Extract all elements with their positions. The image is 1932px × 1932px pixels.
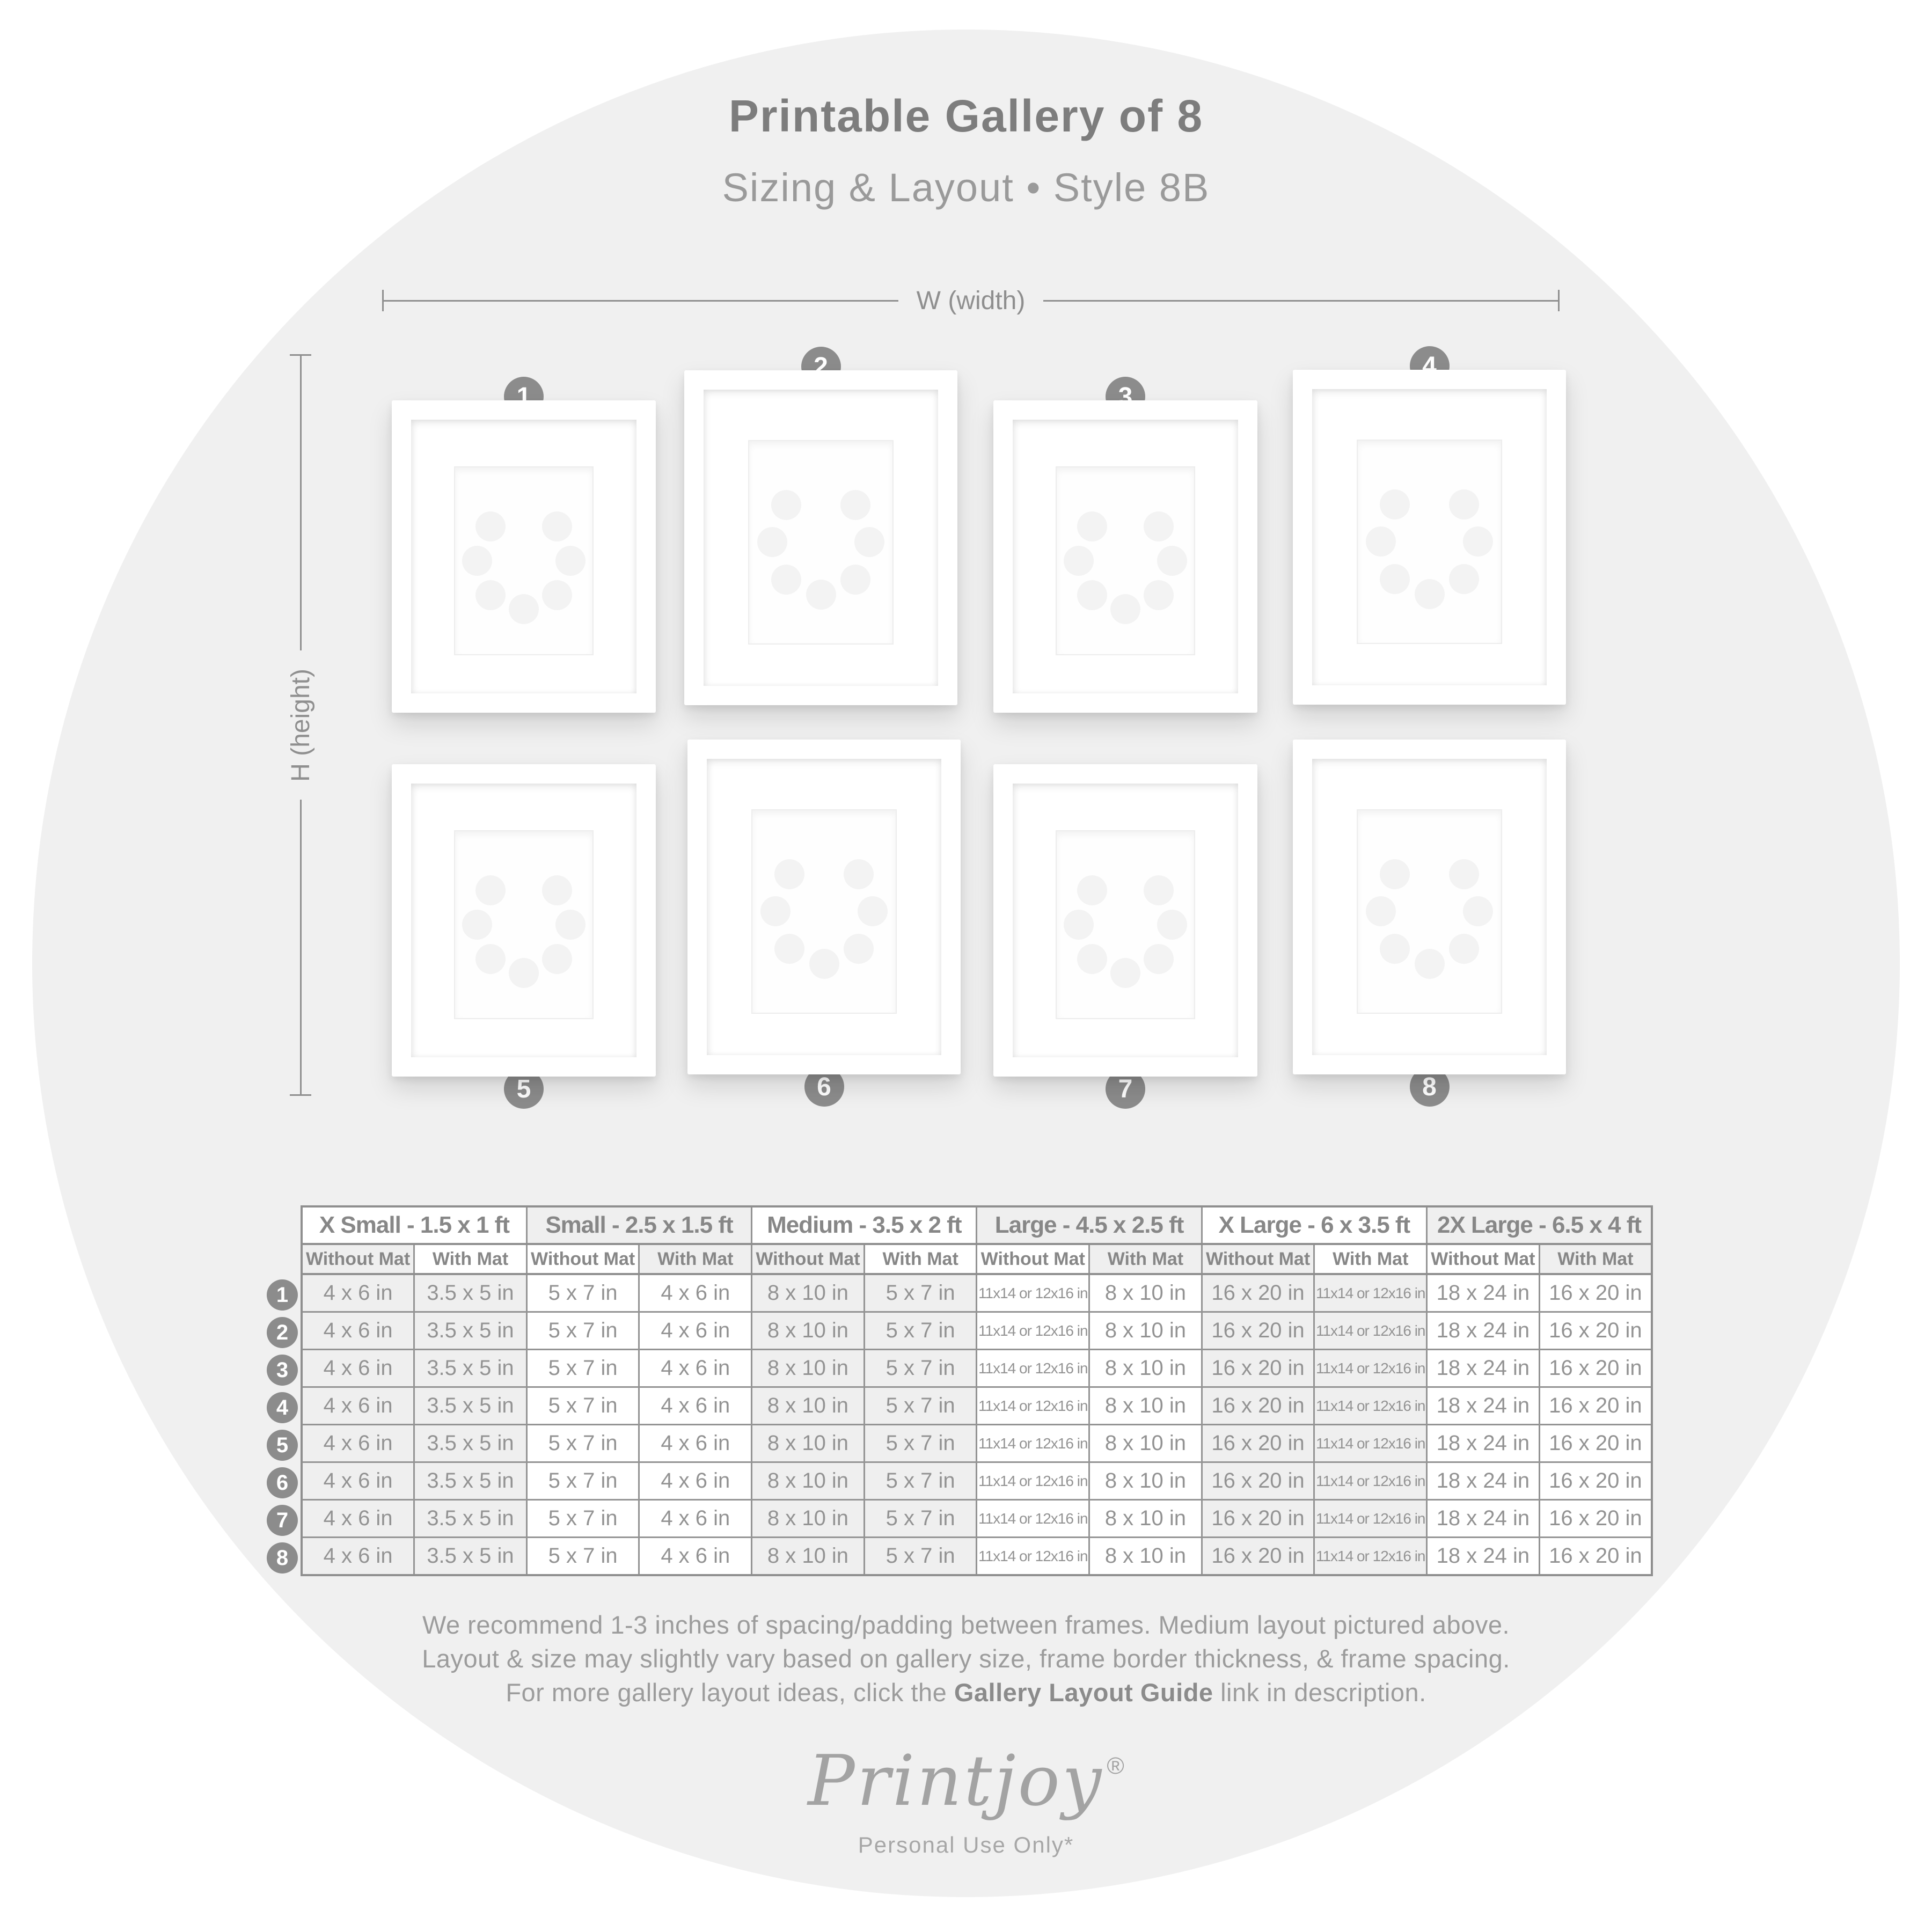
size-cell: 5 x 7 in	[526, 1387, 639, 1425]
placeholder-dot	[509, 958, 539, 988]
placeholder-dot	[806, 580, 836, 610]
placeholder-dot	[1064, 910, 1094, 940]
size-cell: 5 x 7 in	[526, 1350, 639, 1387]
size-cell: 8 x 10 in	[1089, 1387, 1202, 1425]
frame-number-badge: 7	[1106, 1069, 1145, 1109]
size-cell: 3.5 x 5 in	[414, 1500, 527, 1538]
size-cell: 8 x 10 in	[1089, 1350, 1202, 1387]
placeholder-dot	[1449, 489, 1479, 519]
registered-trademark-icon: ®	[1107, 1753, 1124, 1779]
size-cell: 5 x 7 in	[526, 1312, 639, 1350]
size-cell: 8 x 10 in	[1089, 1274, 1202, 1312]
placeholder-dot	[771, 490, 801, 520]
size-cell: 8 x 10 in	[1089, 1462, 1202, 1500]
size-cell: 11x14 or 12x16 in	[1314, 1500, 1427, 1538]
table-row	[302, 1538, 1652, 1576]
row-number-badge: 3	[267, 1355, 298, 1386]
frame-mat	[1013, 420, 1238, 693]
placeholder-dot	[844, 859, 874, 889]
frame-mat	[1312, 389, 1547, 685]
size-cell: 5 x 7 in	[526, 1462, 639, 1500]
size-cell: 16 x 20 in	[1539, 1274, 1652, 1312]
placeholder-dot	[1064, 546, 1094, 576]
placeholder-dot	[1110, 958, 1140, 988]
gallery-layout-guide-link: Gallery Layout Guide	[954, 1678, 1213, 1707]
size-cell: 3.5 x 5 in	[414, 1425, 527, 1462]
frame-opening	[1056, 466, 1195, 655]
placeholder-dot	[462, 546, 492, 576]
footer-notes	[0, 1608, 1932, 1709]
size-cell: 16 x 20 in	[1202, 1312, 1314, 1350]
placeholder-dot	[1144, 511, 1174, 541]
placeholder-dot	[1463, 896, 1493, 926]
table-row	[302, 1425, 1652, 1462]
sizing-table-body	[302, 1274, 1652, 1575]
size-cell: 4 x 6 in	[302, 1462, 414, 1500]
mat-subheader: With Mat	[864, 1244, 977, 1274]
placeholder-dot	[1077, 580, 1107, 610]
size-cell: 18 x 24 in	[1427, 1500, 1540, 1538]
size-cell: 8 x 10 in	[752, 1538, 865, 1576]
size-cell: 4 x 6 in	[639, 1350, 752, 1387]
size-cell: 4 x 6 in	[639, 1462, 752, 1500]
placeholder-dot	[1380, 564, 1410, 594]
size-cell: 4 x 6 in	[639, 1274, 752, 1312]
size-cell: 16 x 20 in	[1202, 1274, 1314, 1312]
placeholder-dot	[840, 565, 870, 595]
placeholder-dot	[475, 511, 506, 541]
frame-mat	[1013, 784, 1238, 1057]
row-number-badge: 6	[267, 1467, 298, 1498]
frame-mat	[411, 784, 636, 1057]
printjoy-logo	[0, 1740, 1932, 1858]
placeholder-dot	[1366, 896, 1396, 926]
table-row	[302, 1274, 1652, 1312]
size-cell: 16 x 20 in	[1539, 1500, 1652, 1538]
footer-line: Layout & size may slightly vary based on gallery size, frame border thickness, & frame spacing.	[422, 1644, 1510, 1673]
mat-subheader: Without Mat	[302, 1244, 414, 1274]
size-cell: 3.5 x 5 in	[414, 1274, 527, 1312]
size-cell: 18 x 24 in	[1427, 1312, 1540, 1350]
size-cell: 5 x 7 in	[864, 1425, 977, 1462]
size-cell: 16 x 20 in	[1202, 1462, 1314, 1500]
row-number-badge: 7	[267, 1505, 298, 1536]
size-cell: 11x14 or 12x16 in	[1314, 1425, 1427, 1462]
placeholder-dot	[475, 580, 506, 610]
size-cell: 5 x 7 in	[864, 1312, 977, 1350]
placeholder-dot	[542, 580, 572, 610]
size-cell: 4 x 6 in	[639, 1425, 752, 1462]
size-cell: 16 x 20 in	[1202, 1387, 1314, 1425]
placeholder-dot	[809, 949, 839, 979]
size-cell: 18 x 24 in	[1427, 1425, 1540, 1462]
size-cell: 4 x 6 in	[639, 1312, 752, 1350]
gallery-frame	[392, 382, 656, 713]
placeholder-dot	[1077, 944, 1107, 974]
size-cell: 5 x 7 in	[526, 1274, 639, 1312]
gallery-frame	[993, 382, 1257, 713]
placeholder-dot	[462, 910, 492, 940]
frame-number-badge: 6	[804, 1067, 844, 1107]
size-cell: 8 x 10 in	[752, 1350, 865, 1387]
size-cell: 11x14 or 12x16 in	[1314, 1312, 1427, 1350]
width-label: W (width)	[916, 286, 1026, 315]
placeholder-dot	[555, 910, 586, 940]
size-cell: 3.5 x 5 in	[414, 1350, 527, 1387]
size-cell: 8 x 10 in	[1089, 1312, 1202, 1350]
placeholder-dot	[1144, 580, 1174, 610]
frame-number-badge: 3	[1106, 377, 1145, 416]
size-cell: 11x14 or 12x16 in	[977, 1462, 1089, 1500]
frame-opening	[1056, 830, 1195, 1019]
size-cell: 4 x 6 in	[302, 1500, 414, 1538]
size-cell: 18 x 24 in	[1427, 1462, 1540, 1500]
mat-subheader: Without Mat	[752, 1244, 865, 1274]
size-cell: 18 x 24 in	[1427, 1350, 1540, 1387]
size-cell: 18 x 24 in	[1427, 1387, 1540, 1425]
size-cell: 16 x 20 in	[1202, 1538, 1314, 1576]
size-cell: 18 x 24 in	[1427, 1274, 1540, 1312]
size-cell: 5 x 7 in	[526, 1500, 639, 1538]
mat-subheader-row	[302, 1244, 1652, 1274]
placeholder-dot	[854, 527, 884, 557]
placeholder-dot	[1449, 859, 1479, 889]
height-label: H (height)	[286, 668, 315, 782]
mat-subheader: Without Mat	[1427, 1244, 1540, 1274]
size-group-header: Large - 4.5 x 2.5 ft	[977, 1206, 1202, 1244]
placeholder-dot	[1157, 546, 1187, 576]
size-cell: 3.5 x 5 in	[414, 1312, 527, 1350]
placeholder-dot	[475, 944, 506, 974]
frame-opening	[1357, 809, 1502, 1014]
placeholder-dot	[1144, 944, 1174, 974]
row-number-badge: 5	[267, 1430, 298, 1461]
table-row	[302, 1350, 1652, 1387]
placeholder-dot	[844, 934, 874, 964]
size-cell: 5 x 7 in	[526, 1425, 639, 1462]
placeholder-dot	[1366, 526, 1396, 557]
size-group-header: Medium - 3.5 x 2 ft	[752, 1206, 977, 1244]
placeholder-dot	[1415, 579, 1445, 609]
placeholder-dot	[840, 490, 870, 520]
gallery-frame	[1293, 352, 1566, 705]
size-cell: 18 x 24 in	[1427, 1538, 1540, 1576]
size-cell: 5 x 7 in	[864, 1462, 977, 1500]
placeholder-dot	[1380, 489, 1410, 519]
placeholder-dot	[760, 896, 791, 926]
frame-number-badge: 4	[1410, 346, 1450, 386]
placeholder-dot	[1380, 934, 1410, 964]
size-group-header: X Small - 1.5 x 1 ft	[302, 1206, 526, 1244]
page-subtitle: Sizing & Layout • Style 8B	[722, 165, 1210, 210]
placeholder-dot	[1144, 875, 1174, 905]
frame-number-badge: 5	[504, 1069, 544, 1109]
size-cell: 3.5 x 5 in	[414, 1387, 527, 1425]
placeholder-dot	[1449, 934, 1479, 964]
size-cell: 11x14 or 12x16 in	[1314, 1274, 1427, 1312]
sizing-table	[301, 1205, 1653, 1576]
footer-line-prefix: For more gallery layout ideas, click the	[506, 1678, 954, 1707]
size-cell: 16 x 20 in	[1539, 1538, 1652, 1576]
placeholder-dot	[1449, 564, 1479, 594]
size-cell: 8 x 10 in	[1089, 1500, 1202, 1538]
frame-opening	[454, 830, 594, 1019]
size-cell: 5 x 7 in	[864, 1274, 977, 1312]
frame-mat	[411, 420, 636, 693]
size-cell: 4 x 6 in	[302, 1312, 414, 1350]
footer-line: We recommend 1-3 inches of spacing/padding between frames. Medium layout pictured above.	[422, 1611, 1510, 1639]
placeholder-dot	[1415, 949, 1445, 979]
size-cell: 3.5 x 5 in	[414, 1538, 527, 1576]
size-cell: 11x14 or 12x16 in	[1314, 1350, 1427, 1387]
frame-number-badge: 1	[504, 377, 544, 416]
placeholder-dot	[774, 859, 804, 889]
size-cell: 4 x 6 in	[302, 1387, 414, 1425]
frame-opening	[1357, 440, 1502, 644]
frame-mat	[707, 759, 941, 1055]
placeholder-dot	[771, 565, 801, 595]
placeholder-dot	[858, 896, 888, 926]
size-cell: 8 x 10 in	[1089, 1425, 1202, 1462]
size-cell: 11x14 or 12x16 in	[977, 1274, 1089, 1312]
size-cell: 11x14 or 12x16 in	[977, 1500, 1089, 1538]
footer-line	[0, 1675, 1932, 1709]
size-cell: 4 x 6 in	[302, 1425, 414, 1462]
placeholder-dot	[1077, 875, 1107, 905]
size-cell: 16 x 20 in	[1539, 1312, 1652, 1350]
placeholder-dot	[1110, 594, 1140, 624]
size-cell: 5 x 7 in	[864, 1350, 977, 1387]
frame-mat	[1312, 759, 1547, 1055]
size-cell: 4 x 6 in	[302, 1350, 414, 1387]
size-cell: 11x14 or 12x16 in	[977, 1538, 1089, 1576]
size-cell: 8 x 10 in	[1089, 1538, 1202, 1576]
row-number-badge: 2	[267, 1317, 298, 1348]
size-cell: 4 x 6 in	[302, 1538, 414, 1576]
mat-subheader: With Mat	[1539, 1244, 1652, 1274]
size-cell: 8 x 10 in	[752, 1500, 865, 1538]
sizing-table-header	[302, 1206, 1652, 1274]
size-cell: 11x14 or 12x16 in	[977, 1350, 1089, 1387]
placeholder-dot	[1157, 910, 1187, 940]
table-row	[302, 1462, 1652, 1500]
placeholder-dot	[1463, 526, 1493, 557]
size-cell: 16 x 20 in	[1202, 1425, 1314, 1462]
logo-tagline: Personal Use Only*	[858, 1832, 1074, 1857]
size-cell: 11x14 or 12x16 in	[1314, 1462, 1427, 1500]
table-row	[302, 1312, 1652, 1350]
size-cell: 11x14 or 12x16 in	[977, 1312, 1089, 1350]
size-group-header: 2X Large - 6.5 x 4 ft	[1427, 1206, 1652, 1244]
table-row	[302, 1387, 1652, 1425]
placeholder-dot	[555, 546, 586, 576]
frame-opening	[454, 466, 594, 655]
page-title: Printable Gallery of 8	[728, 91, 1204, 141]
size-cell: 11x14 or 12x16 in	[977, 1425, 1089, 1462]
placeholder-dot	[1380, 859, 1410, 889]
size-group-header: X Large - 6 x 3.5 ft	[1202, 1206, 1426, 1244]
row-number-badge: 1	[267, 1279, 298, 1311]
size-cell: 4 x 6 in	[639, 1500, 752, 1538]
placeholder-dot	[542, 944, 572, 974]
placeholder-dot	[475, 875, 506, 905]
row-number-badge: 4	[267, 1392, 298, 1423]
size-cell: 8 x 10 in	[752, 1312, 865, 1350]
mat-subheader: With Mat	[1314, 1244, 1427, 1274]
size-cell: 16 x 20 in	[1539, 1350, 1652, 1387]
placeholder-dot	[774, 934, 804, 964]
size-cell: 8 x 10 in	[752, 1274, 865, 1312]
size-cell: 16 x 20 in	[1539, 1425, 1652, 1462]
size-cell: 8 x 10 in	[752, 1387, 865, 1425]
table-row	[302, 1500, 1652, 1538]
placeholder-dot	[757, 527, 787, 557]
frame-number-badge: 8	[1410, 1067, 1450, 1107]
size-cell: 5 x 7 in	[526, 1538, 639, 1576]
mat-subheader: With Mat	[1089, 1244, 1202, 1274]
frame-number-badge: 2	[801, 347, 841, 386]
frame-mat	[704, 390, 938, 686]
size-cell: 4 x 6 in	[639, 1538, 752, 1576]
size-cell: 11x14 or 12x16 in	[977, 1387, 1089, 1425]
footer-line-suffix: link in description.	[1213, 1678, 1426, 1707]
size-cell: 11x14 or 12x16 in	[1314, 1387, 1427, 1425]
size-cell: 11x14 or 12x16 in	[1314, 1538, 1427, 1576]
size-cell: 16 x 20 in	[1539, 1462, 1652, 1500]
size-group-header: Small - 2.5 x 1.5 ft	[526, 1206, 751, 1244]
mat-subheader: Without Mat	[526, 1244, 639, 1274]
size-cell: 8 x 10 in	[752, 1462, 865, 1500]
size-cell: 5 x 7 in	[864, 1387, 977, 1425]
gallery-frame	[993, 764, 1257, 1103]
size-cell: 4 x 6 in	[639, 1387, 752, 1425]
mat-subheader: With Mat	[639, 1244, 752, 1274]
frame-opening	[748, 440, 894, 645]
frame-opening	[751, 809, 897, 1014]
mat-subheader: Without Mat	[1202, 1244, 1314, 1274]
mat-subheader: With Mat	[414, 1244, 527, 1274]
size-cell: 3.5 x 5 in	[414, 1462, 527, 1500]
mat-subheader: Without Mat	[977, 1244, 1089, 1274]
size-cell: 5 x 7 in	[864, 1500, 977, 1538]
placeholder-dot	[509, 594, 539, 624]
gallery-frame	[392, 764, 656, 1103]
size-cell: 8 x 10 in	[752, 1425, 865, 1462]
row-number-badge: 8	[267, 1542, 298, 1574]
placeholder-dot	[542, 875, 572, 905]
size-cell: 16 x 20 in	[1202, 1350, 1314, 1387]
size-group-row	[302, 1206, 1652, 1244]
gallery-frame	[684, 352, 957, 705]
placeholder-dot	[542, 511, 572, 541]
placeholder-dot	[1077, 511, 1107, 541]
gallery-frame	[687, 740, 961, 1101]
row-number-badges	[267, 1279, 298, 1580]
size-cell: 16 x 20 in	[1539, 1387, 1652, 1425]
printjoy-wordmark: Printjoy	[808, 1740, 1104, 1821]
gallery-frame	[1293, 740, 1566, 1101]
size-cell: 16 x 20 in	[1202, 1500, 1314, 1538]
size-cell: 4 x 6 in	[302, 1274, 414, 1312]
size-cell: 5 x 7 in	[864, 1538, 977, 1576]
